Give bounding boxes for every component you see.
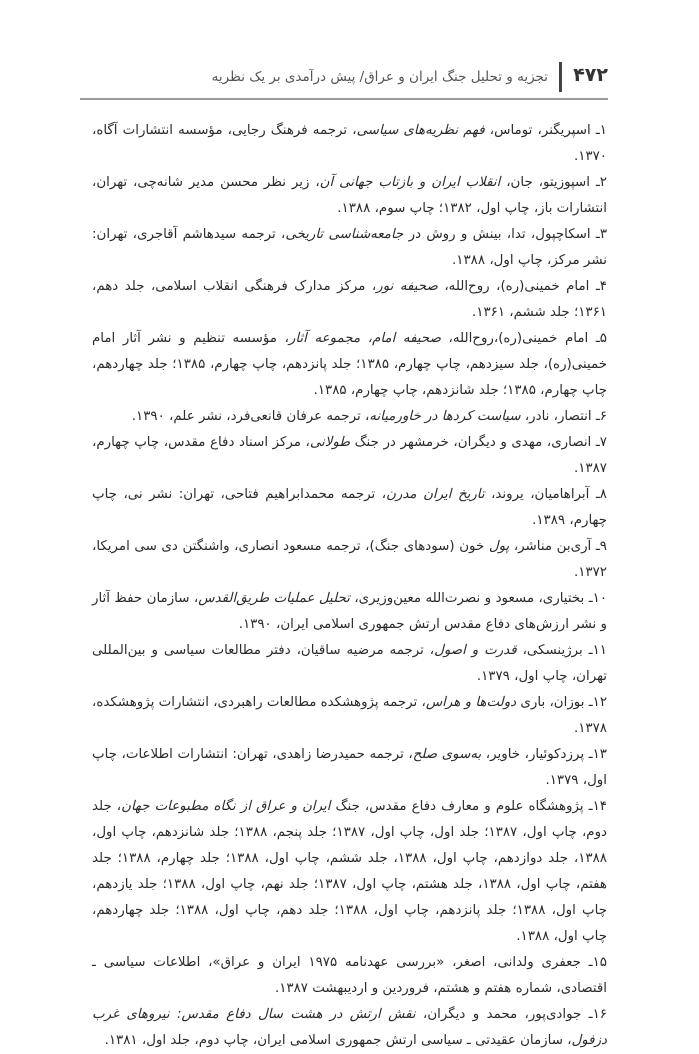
reference-item: ۹ـ آری‌بن مناشر، پول خون (سودهای جنگ)، ترجمه مسعود انصاری، واشنگتن دی سی امریکا، ۱۳۷۲.: [92, 539, 607, 580]
header-rule: [80, 98, 608, 100]
reference-item: ۱۰ـ بختیاری، مسعود و نصرت‌الله معین‌وزیری، تحلیل عملیات طریق‌القدس، سازمان حفظ آثار و نشر ارزش‌های دفاع مقدس ارتش جمهوری اسلامی ایران، ۱۳۹۰.: [92, 591, 608, 632]
reference-item: ۱۴ـ پژوهشگاه علوم و معارف دفاع مقدس، جنگ ایران و عراق از نگاه مطبوعات جهان، جلد دوم، چاپ اول، ۱۳۸۷؛ جلد اول، چاپ اول، ۱۳۸۷؛ جلد پنجم، ۱۳۸۸؛ جلد شانزدهم، چاپ اول، ۱۳۸۸، جلد دوازدهم، چاپ اول، ۱۳۸۸، جلد ششم، چاپ اول، ۱۳۸۸؛ جلد چهارم، ۱۳۸۸؛ جلد هفتم، چاپ اول، ۱۳۸۸، جلد هشتم، چاپ اول، ۱۳۸۷؛ جلد نهم، چاپ اول، ۱۳۸۸؛ جلد یازدهم، چاپ اول، ۱۳۸۸؛ جلد پانزدهم، چاپ اول، ۱۳۸۸؛ جلد دهم، چاپ اول، ۱۳۸۸؛ جلد چهاردهم، چاپ اول، ۱۳۸۸.: [92, 799, 607, 944]
header-divider: [559, 62, 562, 92]
reference-item: ۱۱ـ برژینسکی، قدرت و اصول، ترجمه مرضیه ساقیان، دفتر مطالعات سیاسی و بین‌المللی تهران، چاپ اول، ۱۳۷۹.: [92, 643, 607, 684]
reference-item: ۱۵ـ جعفری ولدانی، اصغر، «بررسی عهدنامه ۱۹۷۵ ایران و عراق»، اطلاعات سیاسی ـ اقتصادی، شماره هفتم و هشتم، فروردین و اردیبهشت ۱۳۸۷.: [92, 955, 607, 996]
reference-item: ۱۶ـ جوادی‌پور، محمد و دیگران، نقش ارتش در هشت سال دفاع مقدس: نیروهای غرب دزفول، سازمان عقیدتی ـ سیاسی ارتش جمهوری اسلامی ایران، چاپ دوم، جلد اول، ۱۳۸۱.: [92, 1007, 607, 1048]
running-title: تجزیه و تحلیل جنگ ایران و عراق/ پیش درآمدی بر یک نظریه: [211, 69, 548, 85]
reference-item: ۱۲ـ بوزان، باری دولت‌ها و هراس، ترجمه پژوهشکده مطالعات راهبردی، انتشارات پژوهشکده، ۱۳۷۸.: [92, 695, 608, 736]
reference-item: ۸ـ آبراهامیان، یروند، تاریخ ایران مدرن، ترجمه محمدابراهیم فتاحی، تهران: نشر نی، چاپ چهارم، ۱۳۸۹.: [92, 487, 607, 528]
reference-item: ۱ـ اسپریگنر، توماس، فهم نظریه‌های سیاسی، ترجمه فرهنگ رجایی، مؤسسه انتشارات آگاه، ۱۳۷۰.: [92, 123, 607, 164]
reference-list: [92, 118, 607, 1054]
reference-item: ۶ـ انتصار، نادر، سیاست کردها در خاورمیانه، ترجمه عرفان قانعی‌فرد، نشر علم، ۱۳۹۰.: [131, 409, 607, 424]
reference-item: ۳ـ اسکاچپول، تدا، بینش و روش در جامعه‌شناسی تاریخی، ترجمه سیدهاشم آقاجری، تهران: نشر مرکز، چاپ اول، ۱۳۸۸.: [92, 227, 608, 268]
page-number: ۴۷۲: [573, 64, 608, 86]
reference-item: ۷ـ انصاری، مهدی و دیگران، خرمشهر در جنگ طولانی، مرکز اسناد دفاع مقدس، چاپ چهارم، ۱۳۸۷.: [92, 435, 607, 476]
reference-item: ۵ـ امام خمینی(ره)،روح‌الله، صحیفه امام، مجموعه آثار، مؤسسه تنظیم و نشر آثار امام خمینی(ره)، جلد سیزدهم، چاپ چهارم، ۱۳۸۵؛ جلد پانزدهم، چاپ چهارم، ۱۳۸۵؛ جلد چهاردهم، چاپ چهارم، ۱۳۸۵؛ جلد شانزدهم، چاپ چهارم، ۱۳۸۵.: [92, 331, 608, 398]
page-header: [80, 60, 608, 104]
reference-item: ۱۳ـ پرزدکوئیار، خاویر، به‌سوی صلح، ترجمه حمیدرضا زاهدی، تهران: انتشارات اطلاعات، چاپ اول، ۱۳۷۹.: [92, 747, 607, 788]
reference-item: ۴ـ امام خمینی(ره)، روح‌الله، صحیفه نور، مرکز مدارک فرهنگی انقلاب اسلامی، جلد دهم، ۱۳۶۱؛ جلد ششم، ۱۳۶۱.: [92, 279, 607, 320]
reference-item: ۲ـ اسپوزیتو، جان، انقلاب ایران و بازتاب جهانی آن، زیر نظر محسن مدیر شانه‌چی، تهران، انتشارات باز، چاپ اول، ۱۳۸۲؛ چاپ سوم، ۱۳۸۸.: [92, 175, 607, 216]
